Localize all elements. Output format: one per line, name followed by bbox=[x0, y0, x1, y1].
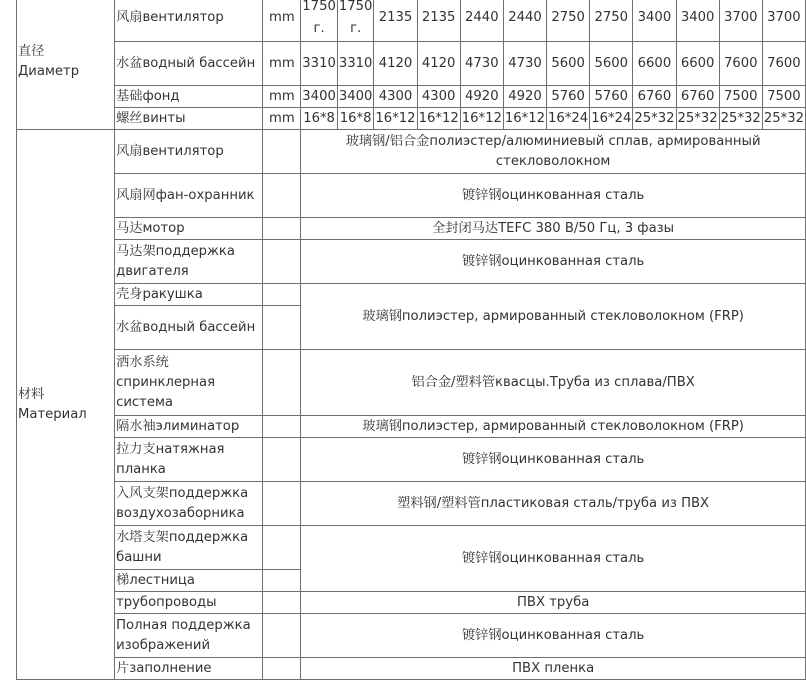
diameter-value: 16*8 bbox=[301, 108, 338, 130]
material-row-name: Полная поддержка изображений bbox=[115, 614, 263, 658]
diameter-row-name: 水盆водный бассейн bbox=[115, 42, 263, 86]
table-row bbox=[17, 284, 806, 306]
diameter-value: 16*12 bbox=[374, 108, 417, 130]
empty-cell bbox=[263, 614, 301, 658]
empty-cell bbox=[263, 526, 301, 570]
diameter-value: 4730 bbox=[460, 42, 503, 86]
material-row-name: 入风支架поддержка воздухозаборника bbox=[115, 482, 263, 526]
material-value: ПВХ пленка bbox=[301, 658, 806, 680]
material-row-name: 片заполнение bbox=[115, 658, 263, 680]
diameter-value: 16*12 bbox=[503, 108, 546, 130]
material-value: 镀锌钢оцинкованная сталь bbox=[301, 438, 806, 482]
table-row bbox=[17, 416, 806, 438]
diameter-value: 2440 bbox=[460, 0, 503, 42]
diameter-value: 3400 bbox=[337, 86, 374, 108]
diameter-value: 16*24 bbox=[547, 108, 590, 130]
material-label: 材料 Материал bbox=[17, 130, 115, 680]
material-row-name: 洒水系统 спринклерная система bbox=[115, 350, 263, 416]
diameter-value: 3310 bbox=[301, 42, 338, 86]
table-row bbox=[17, 130, 806, 174]
material-value: 铝合金/塑料管квасцы.Труба из сплава/ПВХ bbox=[301, 350, 806, 416]
diameter-unit: mm bbox=[263, 86, 301, 108]
material-value: 玻璃钢полиэстер, армированный стекловолокном (FRP) bbox=[301, 284, 806, 350]
material-row-name: 水塔支架поддержка башни bbox=[115, 526, 263, 570]
diameter-value: 2750 bbox=[590, 0, 633, 42]
diameter-label: 直径 Диаметр bbox=[17, 0, 115, 130]
table-row bbox=[17, 218, 806, 240]
table-row bbox=[17, 526, 806, 570]
diameter-value: 5760 bbox=[590, 86, 633, 108]
diameter-value: 3400 bbox=[676, 0, 719, 42]
material-row-name: 壳身ракушка bbox=[115, 284, 263, 306]
diameter-value: 3400 bbox=[301, 86, 338, 108]
diameter-value: 1750 г. bbox=[337, 0, 374, 42]
diameter-value: 4120 bbox=[374, 42, 417, 86]
diameter-unit: mm bbox=[263, 108, 301, 130]
table-row bbox=[17, 86, 806, 108]
empty-cell bbox=[263, 658, 301, 680]
diameter-value: 7500 bbox=[762, 86, 805, 108]
diameter-value: 6760 bbox=[633, 86, 676, 108]
empty-cell bbox=[263, 570, 301, 592]
material-value: 塑料钢/塑料管пластиковая сталь/труба из ПВХ bbox=[301, 482, 806, 526]
diameter-value: 3310 bbox=[337, 42, 374, 86]
diameter-value: 1750 г. bbox=[301, 0, 338, 42]
diameter-value: 7600 bbox=[719, 42, 762, 86]
table-row bbox=[17, 42, 806, 86]
diameter-value: 25*32 bbox=[762, 108, 805, 130]
table-row bbox=[17, 614, 806, 658]
empty-cell bbox=[263, 482, 301, 526]
diameter-value: 7600 bbox=[762, 42, 805, 86]
diameter-unit: mm bbox=[263, 0, 301, 42]
diameter-value: 2440 bbox=[503, 0, 546, 42]
diameter-value: 5760 bbox=[547, 86, 590, 108]
diameter-value: 3400 bbox=[633, 0, 676, 42]
empty-cell bbox=[263, 306, 301, 350]
diameter-value: 4730 bbox=[503, 42, 546, 86]
material-value: 全封闭马达TEFC 380 В/50 Гц, 3 фазы bbox=[301, 218, 806, 240]
material-row-name: 风扇вентилятор bbox=[115, 130, 263, 174]
table-row bbox=[17, 0, 806, 42]
material-row-name: трубопроводы bbox=[115, 592, 263, 614]
empty-cell bbox=[263, 350, 301, 416]
diameter-value: 25*32 bbox=[676, 108, 719, 130]
material-row-name: 梯лестница bbox=[115, 570, 263, 592]
diameter-value: 4120 bbox=[417, 42, 460, 86]
table-row bbox=[17, 350, 806, 416]
empty-cell bbox=[263, 284, 301, 306]
diameter-value: 4920 bbox=[460, 86, 503, 108]
material-row-name: 马达мотор bbox=[115, 218, 263, 240]
table-row bbox=[17, 438, 806, 482]
table-row bbox=[17, 658, 806, 680]
diameter-value: 5600 bbox=[547, 42, 590, 86]
table-row bbox=[17, 108, 806, 130]
empty-cell bbox=[263, 416, 301, 438]
diameter-value: 2750 bbox=[547, 0, 590, 42]
diameter-row-name: 风扇вентилятор bbox=[115, 0, 263, 42]
empty-cell bbox=[263, 130, 301, 174]
material-row-name: 拉力支натяжная планка bbox=[115, 438, 263, 482]
material-value: 镀锌钢оцинкованная сталь bbox=[301, 240, 806, 284]
material-value: 镀锌钢оцинкованная сталь bbox=[301, 614, 806, 658]
material-value: 玻璃钢полиэстер, армированный стекловолокном (FRP) bbox=[301, 416, 806, 438]
material-row-name: 风扇网фан-охранник bbox=[115, 174, 263, 218]
empty-cell bbox=[263, 174, 301, 218]
material-row-name: 隔水袖элиминатор bbox=[115, 416, 263, 438]
diameter-value: 2135 bbox=[417, 0, 460, 42]
material-value: 镀锌钢оцинкованная сталь bbox=[301, 526, 806, 592]
table-row bbox=[17, 174, 806, 218]
table-row bbox=[17, 592, 806, 614]
empty-cell bbox=[263, 592, 301, 614]
diameter-value: 25*32 bbox=[719, 108, 762, 130]
diameter-value: 4300 bbox=[374, 86, 417, 108]
diameter-value: 7500 bbox=[719, 86, 762, 108]
diameter-value: 6760 bbox=[676, 86, 719, 108]
diameter-value: 5600 bbox=[590, 42, 633, 86]
spec-table bbox=[16, 0, 806, 680]
diameter-value: 6600 bbox=[633, 42, 676, 86]
empty-cell bbox=[263, 218, 301, 240]
material-value: ПВХ труба bbox=[301, 592, 806, 614]
table-row bbox=[17, 240, 806, 284]
material-row-name: 马达架поддержка двигателя bbox=[115, 240, 263, 284]
diameter-value: 16*24 bbox=[590, 108, 633, 130]
diameter-value: 4920 bbox=[503, 86, 546, 108]
diameter-value: 3700 bbox=[719, 0, 762, 42]
empty-cell bbox=[263, 240, 301, 284]
empty-cell bbox=[263, 438, 301, 482]
diameter-value: 16*12 bbox=[460, 108, 503, 130]
diameter-unit: mm bbox=[263, 42, 301, 86]
diameter-value: 3700 bbox=[762, 0, 805, 42]
material-value: 玻璃钢/铝合金полиэстер/алюминиевый сплав, армированный стекловолокном bbox=[301, 130, 806, 174]
table-row bbox=[17, 482, 806, 526]
diameter-value: 4300 bbox=[417, 86, 460, 108]
diameter-value: 16*12 bbox=[417, 108, 460, 130]
diameter-value: 16*8 bbox=[337, 108, 374, 130]
material-value: 镀锌钢оцинкованная сталь bbox=[301, 174, 806, 218]
diameter-value: 25*32 bbox=[633, 108, 676, 130]
diameter-value: 2135 bbox=[374, 0, 417, 42]
diameter-row-name: 螺丝винты bbox=[115, 108, 263, 130]
diameter-value: 6600 bbox=[676, 42, 719, 86]
diameter-row-name: 基础фонд bbox=[115, 86, 263, 108]
material-row-name: 水盆водный бассейн bbox=[115, 306, 263, 350]
